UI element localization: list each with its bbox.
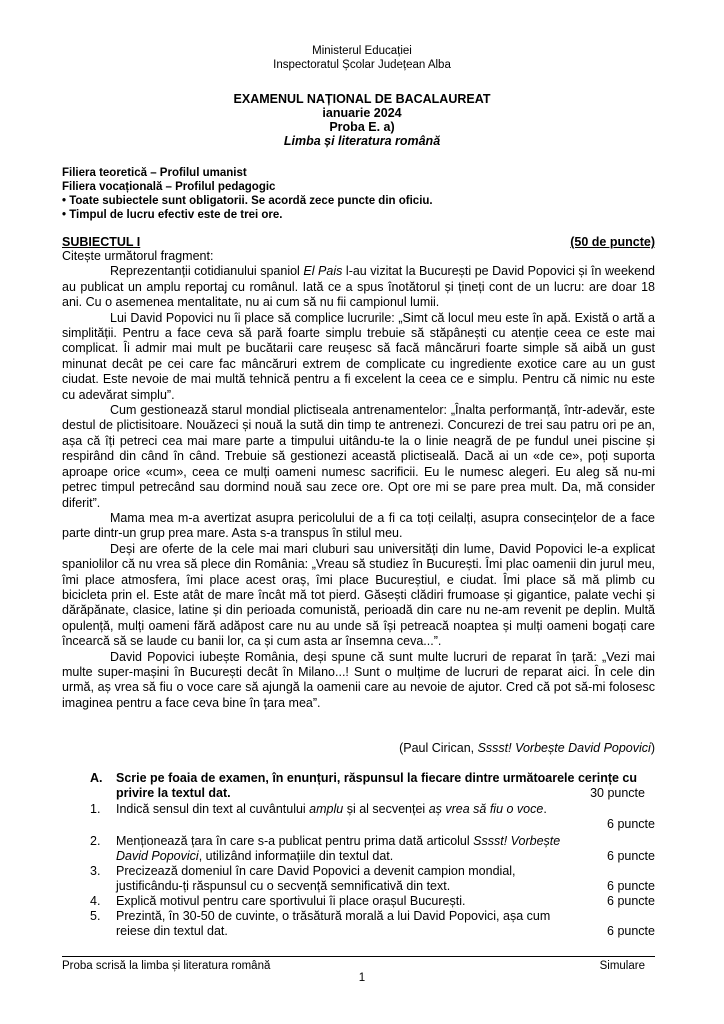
- footer-right: Simulare: [599, 960, 645, 972]
- subject-heading: [62, 235, 655, 249]
- section-a-text: Scrie pe foaia de examen, în enunțuri, răspunsul la fiecare dintre următoarele cerințe cu privire la textul dat.: [116, 771, 638, 800]
- question-item-1: 1. Indică sensul din text al cuvântului amplu și al secvenței aș vrea să fiu o voce. 6 puncte: [90, 802, 655, 831]
- question-points: 6 puncte: [607, 924, 655, 938]
- subject-points: (50 de puncte): [570, 235, 655, 249]
- question-points: 6 puncte: [607, 879, 655, 893]
- section-a-label: A.: [90, 771, 103, 785]
- section-a-points: 30 puncte: [590, 786, 645, 800]
- question-list: [90, 802, 655, 939]
- page-number: 1: [358, 972, 366, 984]
- question-points: 6 puncte: [607, 894, 655, 908]
- fragment-paragraph-3: Cum gestionează starul mondial plictiseala antrenamentelor: „Înalta performanță, într-adevăr, este destul de plictisitoare. Nouăzeci și nouă la sută din timp te antrenezi. Concurezi de trei sau patru ori pe an, așa că îți petreci cea mai mare parte a timpului uitându-te la o linie neagră de pe fundul unei piscine și respirând din când în când. Trebuie să gestionezi această plictiseală. Dacă ai un «de ce», poți suporta aproape orice «cum», ceea ce mulți oameni numesc sacrificii. Eu le numesc alegeri. Eu aleg să nu-mi petrec timpul petrecând sau dormind nouă sau zece ore. Opt ore mi se pare prea mult. Da, mă consider diferit”.: [62, 403, 655, 510]
- exam-proba: Proba E. a): [329, 120, 395, 134]
- fragment-paragraph-6: David Popovici iubește România, deși spune că sunt multe lucruri de reparat în țară: „Vezi mai multe super-mașini în București decât în Milano...! Sunt o mulțime de lucruri de reparat aici. În cele din urmă, aș vrea să fiu o voce care să ajungă la oamenii care au nevoie de ajutor. Cred că pot să-mi folosesc imaginea pentru a face ceva bine în țara mea”.: [62, 649, 655, 710]
- meta-rule-1: • Toate subiectele sunt obligatorii. Se acordă zece puncte din oficiu.: [62, 195, 433, 207]
- subject-label: SUBIECTUL I: [62, 235, 141, 249]
- exam-title: EXAMENUL NAȚIONAL DE BACALAUREAT: [233, 92, 491, 106]
- footer-left: Proba scrisă la limba și literatura română: [62, 960, 271, 972]
- source-citation: (Paul Cirican, Sssst! Vorbește David Popovici): [399, 741, 655, 755]
- meta-filiera-2: Filiera vocațională – Profilul pedagogic: [62, 181, 276, 193]
- fragment-paragraph-4: Mama mea m-a avertizat asupra pericolului de a fi ca toți ceilalți, asupra consecințelor de a face parte dintr-un grup prea mare. Asta s-a transpus în stilul meu.: [62, 510, 655, 541]
- question-points: 6 puncte: [607, 817, 655, 831]
- meta-rule-2: • Timpul de lucru efectiv este de trei ore.: [62, 209, 283, 221]
- section-a-instruction: [90, 771, 655, 801]
- exam-date: ianuarie 2024: [322, 106, 402, 120]
- header-inspectorate: Inspectoratul Școlar Județean Alba: [273, 59, 451, 71]
- question-points: 6 puncte: [607, 849, 655, 863]
- question-item-5: 5. Prezintă, în 30-50 de cuvinte, o trăsătură morală a lui David Popovici, așa cum reiese din textul dat. 6 puncte: [90, 909, 655, 938]
- fragment-paragraph-5: Deși are oferte de la cele mai mari cluburi sau universități din lume, David Popovici le-a explicat spaniolilor că nu vrea să plece din România: „Vreau să studiez în București. Îmi plac oamenii din jurul meu, îmi place atmosfera, îmi place acest oraș, îmi place Bucureștiul, e ciudat. Îmi place să mă plimb cu bicicleta prin el. Este atât de mare încât mă tot pierd. Găsești clădiri frumoase și gigantice, palate vechi și dărăpănate, clasice, latine și din perioada comunistă, perioadă din care nu ne-am revenit pe deplin. Multă opulență, mulți oameni fără adăpost care nu au unde să își petreacă noaptea și mulți oameni bogați care încearcă să se laude cu banii lor, ca și cum asta ar însemna ceva...”.: [62, 541, 655, 649]
- question-item-2: 2. Menționează țara în care s-a publicat pentru prima dată articolul Sssst! Vorbește David Popovici, utilizând informațiile din textul dat. 6 puncte: [90, 834, 655, 863]
- fragment-paragraph-2: Lui David Popovici nu îi place să complice lucrurile: „Simt că locul meu este în apă. Există o artă a simplității. Pentru a face ceva să pară foarte simplu trebuie să stăpânești cu atenție ceea ce este mai complicat. Îi admir mai mult pe bucătarii care reușesc să facă mâncăruri foarte simple să aibă un gust minunat decât pe cei care fac mâncăruri extrem de complicate cu ingrediente exotice care au un gust ciudat. Este nevoie de mai multă tehnică pentru a fi excelent la ceea ce e simplu. Pentru că nimic nu este cu adevărat simplu”.: [62, 310, 655, 402]
- question-item-4: 4. Explică motivul pentru care sportivului îi place orașul București. 6 puncte: [90, 894, 655, 908]
- exam-subject: Limba și literatura română: [283, 134, 441, 148]
- meta-filiera-1: Filiera teoretică – Profilul umanist: [62, 167, 247, 179]
- header-ministry: Ministerul Educației: [312, 45, 412, 57]
- question-item-3: 3. Precizează domeniul în care David Popovici a devenit campion mondial, justificându-ți răspunsul cu o secvență semnificativă din text. 6 puncte: [90, 864, 655, 893]
- text-fragment: [62, 249, 655, 711]
- fragment-intro: Citește următorul fragment:: [62, 249, 214, 263]
- page-footer: [62, 956, 655, 973]
- fragment-paragraph-1: Reprezentanții cotidianului spaniol El Pais l-au vizitat la București pe David Popovici și în weekend au publicat un amplu reportaj cu românul. Iată ce a spus înotătorul și țineți cont de un lucru: are doar 18 ani. Cu o asemenea mentalitate, nu ai cum să nu fii campionul lumii.: [62, 264, 656, 310]
